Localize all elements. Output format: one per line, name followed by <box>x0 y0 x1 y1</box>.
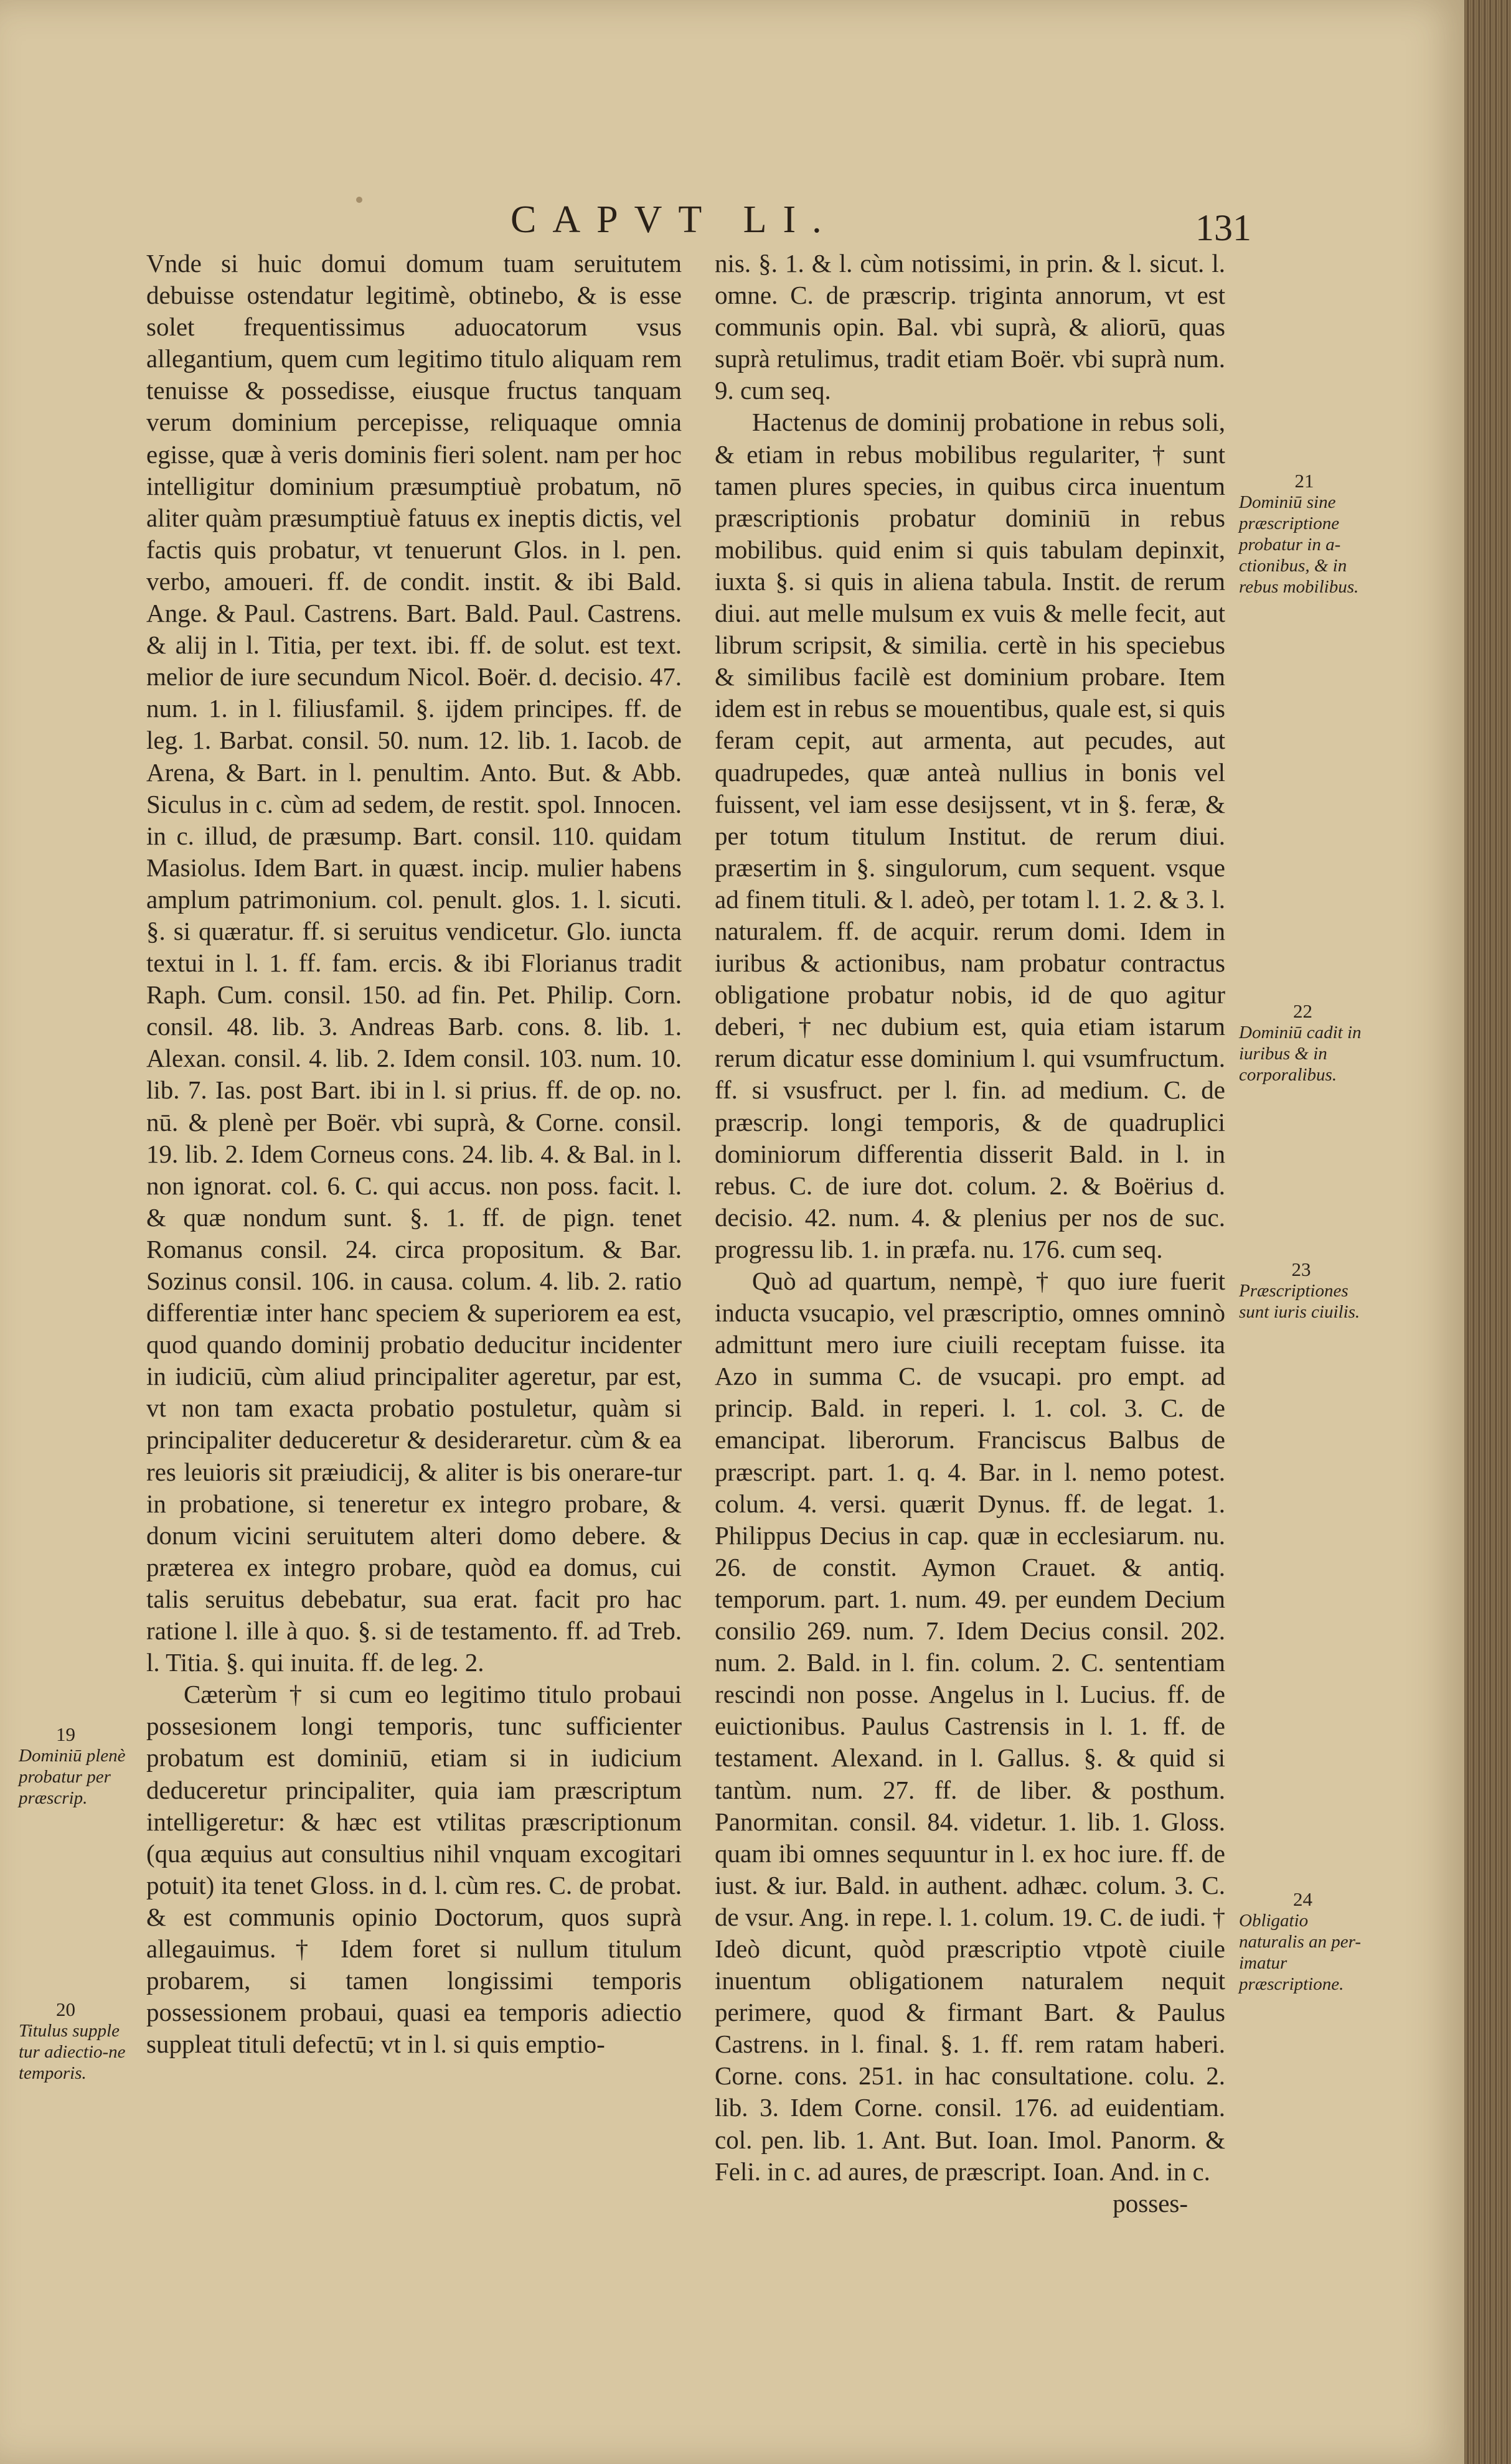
paragraph: Hactenus de dominij probatione in rebus soli, & etiam in rebus mobilibus regulariter, † sunt tamen plures species, in quibus circa inuentum præscriptionis probatur dominiū in rebus mobilibus. quid enim si quis tabulam depinxit, iuxta §. si quis in aliena tabula. Instit. de rerum diui. aut melle mulsum ex vuis & melle fecit, aut librum scripsit, & similia. certè in his speciebus & similibus facilè est dominium probare. Item idem est in rebus se mouentibus, quale est, si quis feram cepit, aut armenta, aut pecudes, aut quadrupedes, quæ anteà nullius in bonis vel fuissent, vel iam esse desijssent, vt in §. feræ, & per totum titulum Institut. de rerum diui. præsertim in §. singulorum, cum sequent. vsque ad finem tituli. & l. adeò, per totam l. 1. 2. & 3. l. naturalem. ff. de acquir. rerum domi. Idem in iuribus & actionibus, nam probatur contractus obligatione probatur nobis, id de quo agitur deberi, † nec dubium est, quia etiam istarum rerum dicatur esse dominium l. qui vsumfructum. ff. si vsusfruct. per l. fin. ad medium. C. de præscrip. longi temporis, & de quadruplici dominiorum differentia disserit Bald. in l. in rebus. C. de iure dot. colum. 2. & Boërius d. decisio. 42. num. 4. & plenius per nos de suc. progressu lib. 1. in præfa. nu. 176. cum seq. <box>715 408 1225 1263</box>
note-number: 20 <box>56 1998 75 2020</box>
paragraph: Quò ad quartum, nempè, † quo iure fuerit inducta vsucapio, vel præscriptio, omnes omninò admittunt mero iure ciuili receptam fuisse. ita Azo in summa C. de vsucapi. pro empt. ad princip. Bald. in reperi. l. 1. col. 3. C. de emancipat. liberorum. Franciscus Balbus de præscript. part. 1. q. 4. Bar. in l. nemo potest. colum. 4. versi. quærit Dynus. ff. de legat. 1. Philippus Decius in cap. quæ in ecclesiarum. nu. 26. de constit. Aymon Crauet. & antiq. temporum. part. 1. num. 49. per eundem Decium consilio 269. num. 7. Idem Decius consil. 202. num. 2. Bald. in l. fin. colum. 2. C. sententiam rescindi non posse. Angelus in l. Lucius. ff. de euictionibus. Paulus Castrensis in l. 1. ff. de testament. Alexand. in l. Gallus. §. & quid si tantùm. num. 27. ff. de liber. & posthum. Panormitan. consil. 84. videtur. 1. lib. 1. Gloss. quam ibi omnes sequuntur in l. ex hoc iure. ff. de iust. & iur. Bald. in authent. adhæc. colum. 3. C. de vsur. Ang. in repe. l. 1. colum. 19. C. de iudi. † Ideò dicunt, quòd præscriptio vtpotè ciuile inuentum obligationem naturalem nequit perimere, quod & firmant Bart. & Paulus Castrens. in l. final. §. 1. ff. rem ratam haberi. Corne. cons. 251. in hac consultatione. colu. 2. lib. 3. Idem Corne. consil. 176. ad euidentiam. col. pen. lib. 1. Ant. But. Ioan. Imol. Panorm. & Feli. in c. ad aures, de præscript. Ioan. And. in c. <box>715 1267 1225 2186</box>
note-text: Titulus supple tur adiectio-ne temporis. <box>19 2021 126 2083</box>
catchword: posses- <box>1113 2188 1188 2218</box>
paragraph: Cæterùm † si cum eo legitimo titulo probaui possesionem longi temporis, tunc sufficienter probatum est dominiū, etiam si in iudicium deduceretur principaliter, quia iam præscriptum intelligeretur: & hæc est vtilitas præscriptionum (qua æquius aut consultius nihil vnquam excogitari potuit) ita tenet Gloss. in d. l. cùm res. C. de probat. & est communis opinio Doctorum, quos suprà allegauimus. † Idem foret si nullum titulum probarem, si tamen longissimi temporis possessionem probaui, quasi ea temporis adiectio suppleat tituli defectū; vt in l. si quis emptio- <box>146 1680 682 2059</box>
note-number: 21 <box>1294 470 1314 492</box>
note-number: 22 <box>1293 1000 1312 1022</box>
marginal-note <box>1239 471 1370 597</box>
note-text: Obligatio naturalis an per-imatur præscriptione. <box>1239 1911 1361 1994</box>
marginal-note <box>19 1724 134 1809</box>
page-number: 131 <box>1195 207 1251 248</box>
paragraph: Vnde si huic domui domum tuam seruitutem debuisse ostendatur legitimè, obtinebo, & is esse solet frequentissimus aduocatorum vsus allegantium, quem cum legitimo titulo aliquam rem tenuisse & possedisse, eiusque fructus tanquam verum dominium percepisse, reliquaque omnia egisse, quæ à veris dominis fieri solent. nam per hoc intelligitur dominium præsumptiuè probatum, nō aliter quàm præsumptiuè fatuus ex ineptis dictis, vel factis quis probatur, vt tenuerunt Glos. in l. pen. verbo, amoueri. ff. de condit. instit. & ibi Bald. Ange. & Paul. Castrens. Bart. Bald. Paul. Castrens. & alij in l. Titia, per text. ibi. ff. de solut. est text. melior de iure secundum Nicol. Boër. d. decisio. 47. num. 1. in l. filiusfamil. §. ijdem principes. ff. de leg. 1. Barbat. consil. 50. num. 12. lib. 1. Iacob. de Arena, & Bart. in l. penultim. Anto. But. & Abb. Siculus in c. cùm ad sedem, de restit. spol. Innocen. in c. illud, de præsump. Bart. consil. 110. quidam Masiolus. Idem Bart. in quæst. incip. mulier habens amplum patrimonium. col. penult. glos. 1. l. sicuti. §. si quæratur. ff. si seruitus vendicetur. Glo. iuncta textui in l. 1. ff. fam. ercis. & ibi Florianus tradit Raph. Cum. consil. 150. ad fin. Pet. Philip. Corn. consil. 48. lib. 3. Andreas Barb. cons. 8. lib. 1. Alexan. consil. 4. lib. 2. Idem consil. 103. num. 10. lib. 7. Ias. post Bart. ibi in l. si prius. ff. de op. no. nū. & plenè per Boër. vbi suprà, & Corne. consil. 19. lib. 2. Idem Corneus cons. 24. lib. 4. & Bal. in l. non ignorat. col. 6. C. qui accus. non poss. facit. l. & quæ nondum sunt. §. 1. ff. de pign. tenet Romanus consil. 24. circa propositum. & Bar. Sozinus consil. 106. in causa. colum. 4. lib. 2. ratio differentiæ inter hanc speciem & superiorem ea est, quod quando dominij probatio deducitur incidenter in iudiciū, cùm aliud principaliter ageretur, par est, vt non tam exacta probatio postuletur, quàm si principaliter deduceretur & desideraretur. cùm & ea res leuioris sit præiudicij, & aliter is bis onerare-tur in probatione, si teneretur ex integro probare, & donum vicini seruitutem alteri domo debere. & præterea ex integro probare, quòd ea domus, cui talis seruitus debebatur, sua erat. facit pro hac ratione l. ille à quo. §. si de testamento. ff. ad Treb. l. Titia. §. qui inuita. ff. de leg. 2. <box>146 249 682 1677</box>
note-number: 19 <box>56 1723 75 1745</box>
note-text: Dominiū cadit in iuribus & in corporalibus. <box>1239 1023 1362 1085</box>
note-number: 23 <box>1291 1258 1311 1280</box>
marginal-note <box>19 1999 134 2084</box>
note-text: Dominiū plenè probatur per præscrip. <box>19 1746 126 1808</box>
running-title: CAPVT LI. <box>511 199 838 241</box>
page-edge <box>1464 0 1511 2464</box>
page-header <box>0 198 1464 248</box>
paragraph: nis. §. 1. & l. cùm notissimi, in prin. & l. sicut. l. omne. C. de præscrip. triginta annorum, vt est communis opin. Bal. vbi suprà, & aliorū, quas suprà retulimus, tradit etiam Boër. vbi suprà num. 9. cum seq. <box>715 249 1225 405</box>
note-text: Præscriptiones sunt iuris ciuilis. <box>1239 1281 1360 1322</box>
marginal-note <box>1239 1001 1367 1085</box>
right-column <box>715 248 1225 2219</box>
note-text: Dominiū sine præscriptione probatur in a-ctionibus, & in rebus mobilibus. <box>1239 492 1359 597</box>
note-number: 24 <box>1293 1888 1312 1910</box>
marginal-note <box>1239 1889 1367 1995</box>
left-column <box>146 248 682 2060</box>
marginal-note <box>1239 1259 1363 1323</box>
